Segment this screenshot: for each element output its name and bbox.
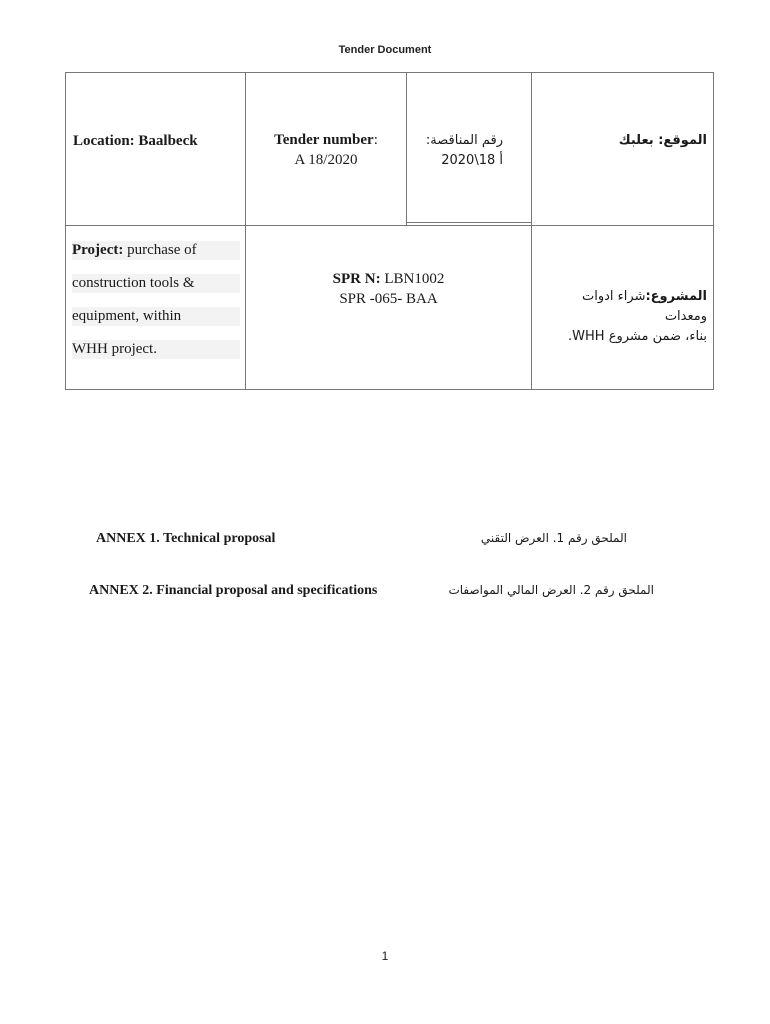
annex-1-en: ANNEX 1. Technical proposal [96, 531, 276, 546]
project-label: Project: [72, 242, 124, 258]
project-line-1 [72, 241, 240, 260]
location-en: Location: Baalbeck [73, 133, 198, 149]
project-ar-line1: شراء ادوات ومعدات [582, 289, 707, 324]
page-number: 1 [381, 949, 389, 963]
tender-number-ar [411, 131, 503, 171]
annex-2-ar: الملحق رقم 2. العرض المالي المواصفات [448, 583, 654, 597]
spr-number [246, 269, 531, 309]
project-line-3: equipment, within [72, 307, 240, 326]
document-header-title: Tender Document [338, 44, 432, 56]
tender-info-table [65, 72, 714, 390]
tender-number-value: A 18/2020 [294, 152, 358, 168]
annex-2-en: ANNEX 2. Financial proposal and specifications [89, 583, 378, 598]
spr-value: LBN1002 [380, 271, 445, 287]
tender-number-label: Tender number [274, 132, 374, 148]
table-divider [406, 222, 531, 223]
project-ar-label: المشروع: [645, 289, 707, 304]
tender-number-ar-value: أ 18\2020 [441, 153, 503, 168]
tender-number-colon: : [373, 132, 378, 148]
project-line1-text: purchase of [123, 242, 197, 258]
project-line-4: WHH project. [72, 340, 240, 359]
table-divider [66, 225, 713, 226]
annex-1-ar: الملحق رقم 1. العرض التقني [480, 531, 627, 545]
project-ar [536, 287, 707, 347]
table-divider [406, 73, 407, 225]
tender-number-ar-label: رقم المناقصة: [425, 133, 503, 148]
project-ar-line2: بناء، ضمن مشروع WHH. [568, 329, 707, 344]
location-ar: الموقع: بعلبك [618, 133, 707, 148]
table-divider [531, 73, 532, 389]
tender-number-en [246, 130, 406, 170]
table-divider [245, 73, 246, 389]
spr-line-2: SPR -065- BAA [339, 291, 438, 307]
project-line-2: construction tools & [72, 274, 240, 293]
spr-label: SPR N: [332, 271, 381, 287]
